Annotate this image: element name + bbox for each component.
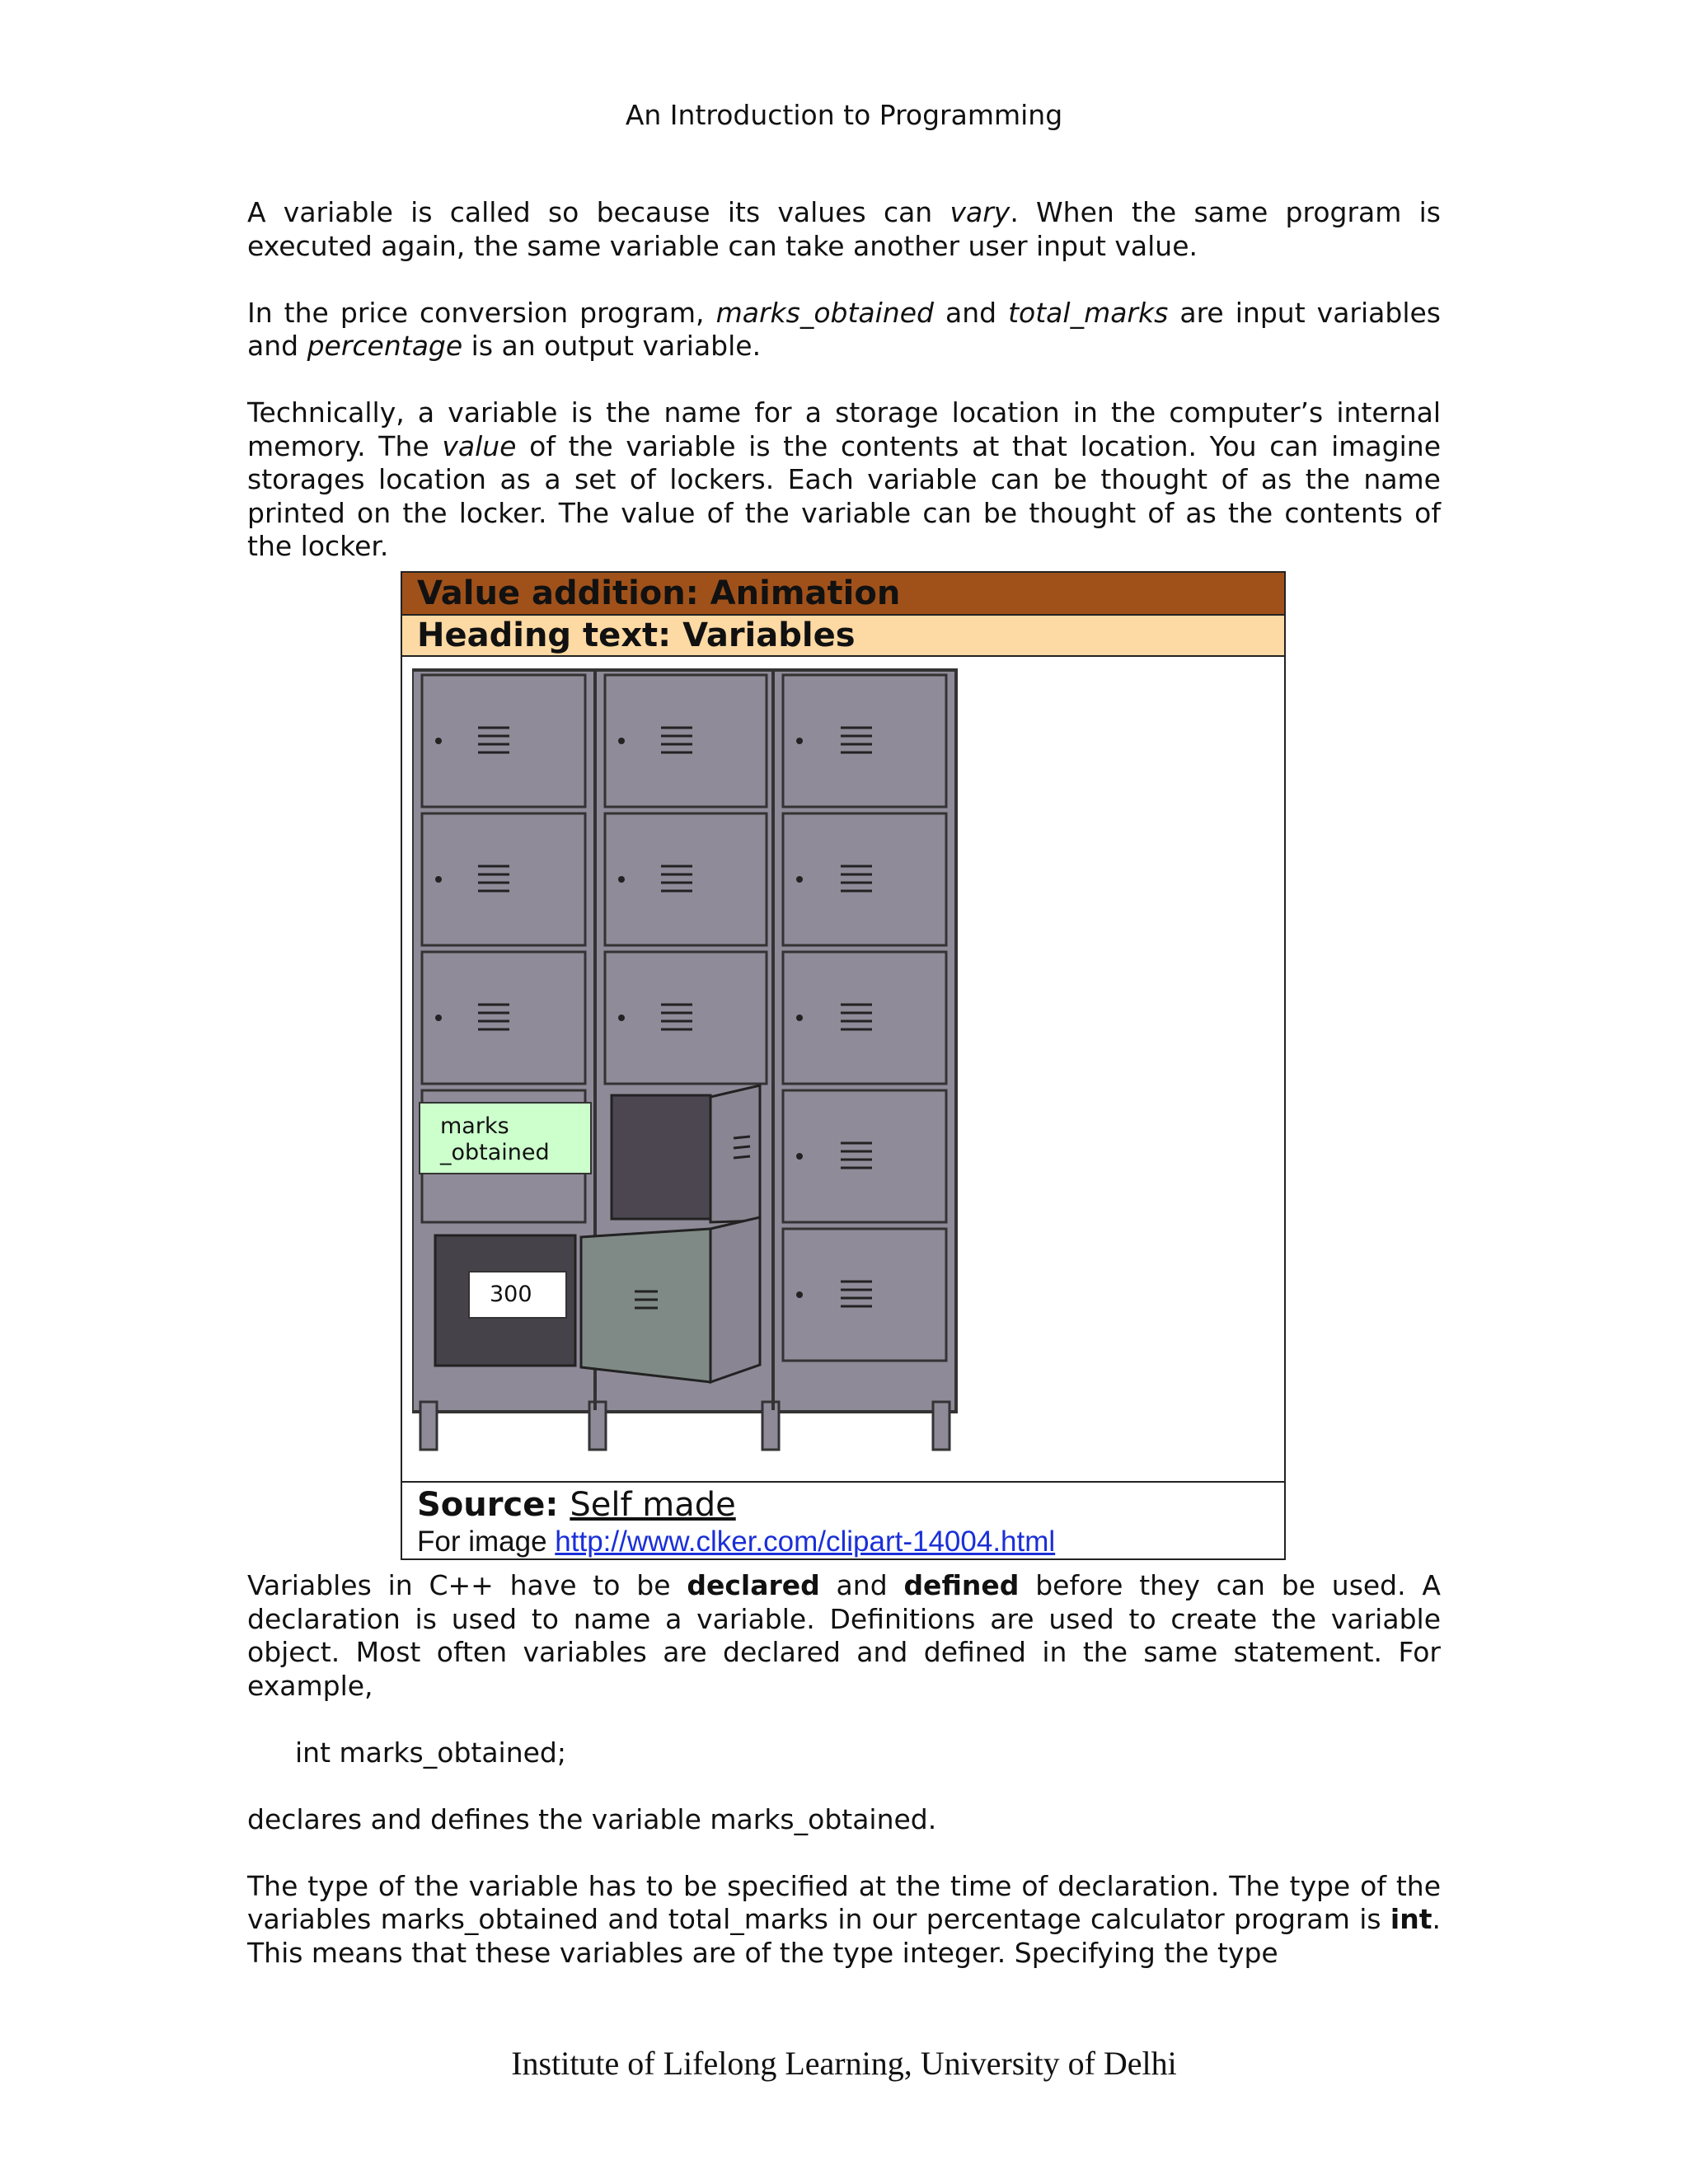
value-addition-heading: Heading text: Variables (402, 616, 1284, 657)
locker-value: 300 (468, 1271, 567, 1319)
page-footer: Institute of Lifelong Learning, University of Delhi (511, 2045, 1177, 2082)
page-header: An Introduction to Programming (625, 99, 1063, 131)
locker-illustration (402, 657, 1284, 1483)
after-section (247, 1569, 1441, 1970)
paragraph-declares: declares and defines the variable marks_obtained. (247, 1802, 937, 1835)
intro-section (247, 196, 1441, 564)
code-example: int marks_obtained; (295, 1736, 567, 1769)
value-addition-title: Value addition: Animation (402, 573, 1284, 616)
paragraph-type: The type of the variable has to be specified at the time of declaration. The type of the variables marks_obtained and total_marks in our percentage calculator program is int. This means that these variables are of the type integer. Specifying the type (247, 1869, 1441, 1969)
image-credit: For image http://www.clker.com/clipart-14004.html (417, 1526, 1056, 1558)
paragraph-vary: A variable is called so because its values can vary. When the same program is executed again, the same variable can take another user input value. (247, 196, 1442, 262)
locker-label: marks _obtained (419, 1102, 592, 1174)
image-source-link[interactable]: http://www.clker.com/clipart-14004.html (555, 1526, 1056, 1558)
lockers-image (412, 660, 964, 1451)
source-section (402, 1483, 1284, 1558)
source-line: Source: Self made (417, 1486, 736, 1524)
paragraph-storage: Technically, a variable is the name for a storage location in the computer’s internal memory. The value of the variable is the contents at that location. You can imagine storages location as a set of lockers. Each variable can be thought of as the name printed on the locker. The value of the variable can be thought of as the contents of the locker. (247, 396, 1441, 562)
paragraph-declared-defined: Variables in C++ have to be declared and defined before they can be used. A declaration is used to name a variable. Definitions are used to create the variable object. Most often variables are declared and defined in the same statement. For example, (247, 1569, 1441, 1702)
value-addition-box (401, 571, 1286, 1560)
paragraph-input-output: In the price conversion program, marks_obtained and total_marks are input variables and percentage is an output variable. (247, 296, 1441, 362)
